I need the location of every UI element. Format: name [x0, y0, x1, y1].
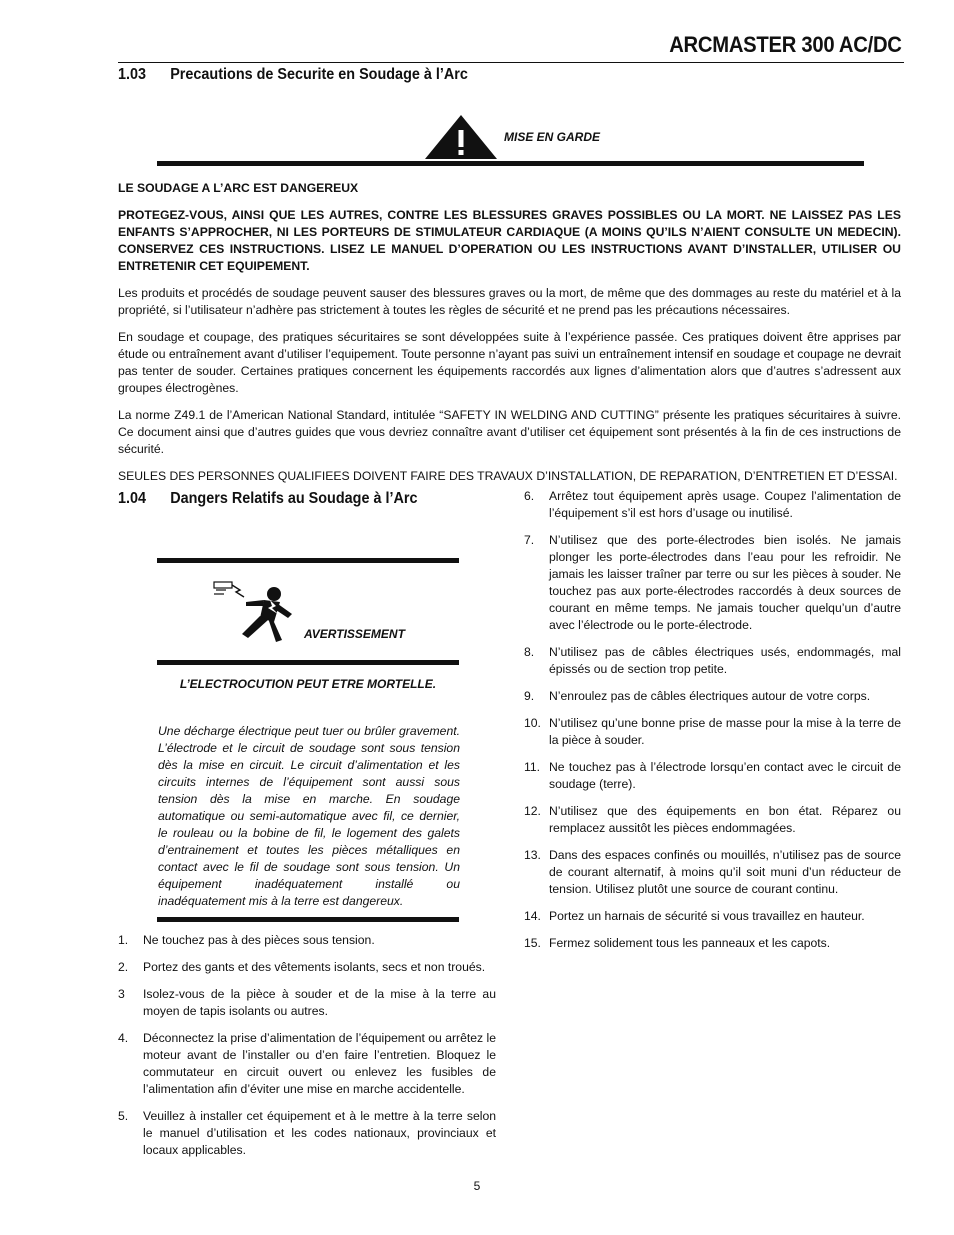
- list-item: [118, 986, 496, 1020]
- list-item: [524, 935, 901, 952]
- avertissement-label: AVERTISSEMENT: [304, 627, 405, 641]
- list-item-number: 8.: [524, 645, 535, 659]
- list-item-number: 10.: [524, 716, 541, 730]
- left-hazard-list: [118, 932, 496, 1169]
- list-item-number: 15.: [524, 936, 541, 950]
- list-item: [524, 715, 901, 749]
- electrocution-warning-text: Une décharge électrique peut tuer ou brûler gravement. L’électrode et le circuit de soudage sont sous tension dès la mise en circuit. Le circuit d’alimentation et les circuits internes de l’équipement sont aussi sous tension dès la mise en marche. En soudage automatique ou semi-automatique avec fil, ce dernier, le rouleau ou la bobine de fil, le logement des galets d’entrainement et toutes les pièces métalliques en contact avec le fil de soudage sont sous tension. Un équipement inadéquatement installé ou inadéquatement mis à la terre est dangereux.: [158, 724, 460, 908]
- list-item: [524, 688, 901, 705]
- list-item: [524, 532, 901, 634]
- section-103-heading: [118, 66, 468, 84]
- list-item-number: 9.: [524, 689, 535, 703]
- list-item: [524, 488, 901, 522]
- list-item-number: 4.: [118, 1031, 129, 1045]
- list-item-text: Arrêtez tout équipement après usage. Coupez l’alimentation de l’équipement s’il est hors d’usage ou inutilisé.: [549, 489, 901, 520]
- list-item-number: 14.: [524, 909, 541, 923]
- list-item-number: 11.: [524, 760, 541, 774]
- right-hazard-list: [524, 488, 901, 962]
- paragraph-4: SEULES DES PERSONNES QUALIFIEES DOIVENT FAIRE DES TRAVAUX D’INSTALLATION, DE REPARATION, D’ENTRETIEN ET D’ESSAI.: [118, 469, 898, 483]
- list-item-text: N’utilisez que des porte-électrodes bien isolés. Ne jamais plonger les porte-électrodes dans l’eau pour les refroidir. Ne jamais les laisser traîner par terre ou sur les pièces à souder. Ne touchez pas aux porte-électrodes raccordés à deux sources de courant en même temps. Ne jamais toucher quelqu’un d’autre avec l’électrode ou le porte-électrode.: [549, 533, 901, 632]
- list-item-text: N’utilisez pas de câbles électriques usés, endommagés, mal épissés ou de section trop petite.: [549, 645, 901, 676]
- section-103-body: [118, 180, 901, 495]
- avertissement-mid-rule: [157, 660, 459, 665]
- paragraph-2: En soudage et coupage, des pratiques sécuritaires se sont développées suite à l’expérience passée. Ces pratiques doivent être apprises par étude ou entraînement avant d’utiliser l’equipement. Toute personne n’ayant pas suivi un entraînement intensif en soudage et coupage ne devrait pas tenter de souder. Certaines pratiques concernent les équipements raccordés aux lignes d’alimentation alors que d’autres s’adressent aux groupes électrogènes.: [118, 330, 901, 395]
- list-item-text: Déconnectez la prise d’alimentation de l’équipement ou arrêtez le moteur avant de l’installer ou d’en faire l’entretien. Bloquez le commutateur en circuit ouvert ou enlevez les fusibles de l’alimentation afin d’éviter une mise en marche accidentelle.: [143, 1031, 496, 1096]
- list-item-text: Ne touchez pas à des pièces sous tension.: [143, 933, 375, 947]
- section-104-number: 1.04: [118, 490, 147, 507]
- list-item-text: N’utilisez que des équipements en bon état. Réparez ou remplacez aussitôt les pièces endommagées.: [549, 804, 901, 835]
- list-item-text: Fermez solidement tous les panneaux et les capots.: [549, 936, 831, 950]
- list-item: [118, 1030, 496, 1098]
- list-item-number: 7.: [524, 533, 535, 547]
- subheading-danger: LE SOUDAGE A L’ARC EST DANGEREUX: [118, 181, 359, 195]
- avertissement-top-rule: [157, 558, 459, 563]
- list-item-text: N’enroulez pas de câbles électriques autour de votre corps.: [549, 689, 871, 703]
- header-rule: [118, 62, 904, 63]
- list-item-number: 5.: [118, 1109, 129, 1123]
- list-item-number: 1.: [118, 933, 129, 947]
- electrocution-title: L’ELECTROCUTION PEUT ETRE MORTELLE.: [179, 677, 437, 691]
- list-item-text: Portez un harnais de sécurité si vous travaillez en hauteur.: [549, 909, 865, 923]
- document-brand-title: ARCMASTER 300 AC/DC: [669, 32, 902, 57]
- list-item: [524, 908, 901, 925]
- section-104-heading: [118, 490, 417, 508]
- list-item-text: Isolez-vous de la pièce à souder et de la mise à la terre au moyen de tapis isolants ou autres.: [143, 987, 496, 1018]
- warning-banner-rule: [157, 161, 864, 166]
- list-item-text: Portez des gants et des vêtements isolants, secs et non troués.: [143, 960, 486, 974]
- mise-en-garde-label: MISE EN GARDE: [504, 130, 601, 144]
- list-item: [118, 959, 496, 976]
- list-item: [524, 803, 901, 837]
- list-item-number: 13.: [524, 848, 541, 862]
- list-item-number: 3: [118, 987, 125, 1001]
- list-item-text: Dans des espaces confinés ou mouillés, n’utilisez pas de source de courant alternatif, à moins qu’il soit muni d’un réducteur de tension. Utilisez plutôt une source de courant continu.: [549, 848, 901, 896]
- paragraph-1: Les produits et procédés de soudage peuvent sauser des blessures graves ou la mort, de même que des dommages au reste du matériel et à la propriété, si l’utilisateur n’adhère pas strictement à toutes les règles de sécurité et ne prend pas les précautions nécessaires.: [118, 286, 901, 317]
- list-item-text: N’utilisez qu’une bonne prise de masse pour la mise à la terre de la pièce à souder.: [549, 716, 901, 747]
- list-item-text: Veuillez à installer cet équipement et à le mettre à la terre selon le manuel d’utilisation et les codes nationaux, provinciaux et locaux applicables.: [143, 1109, 496, 1157]
- list-item: [524, 644, 901, 678]
- page-number: 5: [473, 1179, 481, 1193]
- list-item-text: Ne touchez pas à l’électrode lorsqu’en contact avec le circuit de soudage (terre).: [549, 760, 901, 791]
- list-item: [118, 932, 496, 949]
- section-103-title: Precautions de Securite en Soudage à l’Arc: [170, 66, 468, 83]
- list-item-number: 6.: [524, 489, 535, 503]
- avertissement-bottom-rule: [157, 917, 459, 922]
- warning-triangle-icon: [424, 114, 498, 160]
- list-item-number: 12.: [524, 804, 541, 818]
- section-103-number: 1.03: [118, 66, 147, 83]
- list-item: [524, 759, 901, 793]
- paragraph-3: La norme Z49.1 de l’American National Standard, intitulée “SAFETY IN WELDING AND CUTTING” présente les pratiques sécuritaires à suivre. Ce document ainsi que d’autres guides que vous devriez connaître avant d’utiliser cet équipement sont présentés à la fin de ces instructions de sécurité.: [118, 408, 901, 456]
- section-104-title: Dangers Relatifs au Soudage à l’Arc: [170, 490, 418, 507]
- list-item-number: 2.: [118, 960, 129, 974]
- electric-shock-icon: [212, 578, 302, 646]
- list-item: [524, 847, 901, 898]
- list-item: [118, 1108, 496, 1159]
- bold-warning-paragraph: PROTEGEZ-VOUS, AINSI QUE LES AUTRES, CONTRE LES BLESSURES GRAVES POSSIBLES OU LA MORT. NE LAISSEZ PAS LES ENFANTS S’APPROCHER, NI LES PORTEURS DE STIMULATEUR CARDIAQUE (A MOINS QU’ILS N’AIENT CONSULTE UN MEDECIN). CONSERVEZ CES INSTRUCTIONS. LISEZ LE MANUEL D’OPERATION OU LES INSTRUCTIONS AVANT D’INSTALLER, UTILISER OU ENTRETENIR CET EQUIPEMENT.: [118, 208, 901, 273]
